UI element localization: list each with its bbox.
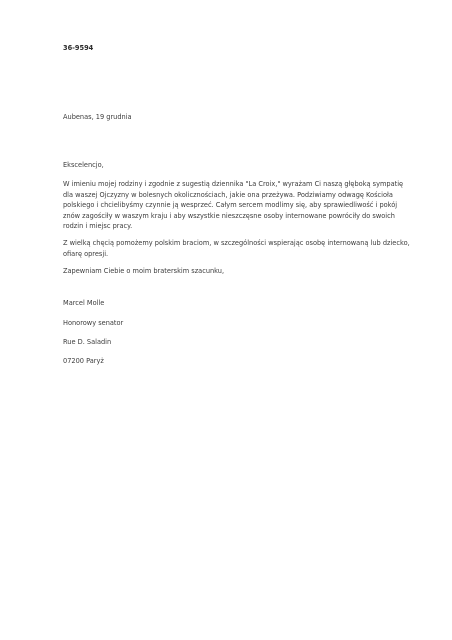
paragraph-help xyxy=(63,238,410,259)
closing-line: Zapewniam Ciebie o moim braterskim szacunku, xyxy=(63,267,225,275)
paragraph-line: rodzin i miejsc pracy. xyxy=(63,222,133,230)
signature-name: Marcel Molle xyxy=(63,299,105,307)
document-id: 36-9594 xyxy=(63,44,94,52)
paragraph-line: ofiarę opresji. xyxy=(63,249,109,258)
paragraph-line: polskiego i chcielibyśmy czynnie ją wesprzeć. Całym sercem modlimy się, aby sprawiedliwość i pokój xyxy=(63,201,398,209)
address-city: 07200 Paryż xyxy=(63,357,104,365)
paragraph-line: Z wielką chęcią pomożemy polskim braciom, w szczególności wspierając osobę internowaną lub dziecko, xyxy=(63,239,410,247)
paragraph-sympathy xyxy=(63,179,404,232)
salutation: Ekscelencjo, xyxy=(63,161,104,169)
address-street: Rue D. Saladin xyxy=(63,338,112,346)
signature-title: Honorowy senator xyxy=(63,319,124,327)
paragraph-line: W imieniu mojej rodziny i zgodnie z sugestią dziennika "La Croix," wyrażam Ci naszą głęboką sympatię xyxy=(63,180,404,188)
paragraph-line: znów zagościły w waszym kraju i aby wszystkie nieszczęsne osoby internowane powróciły do swoich xyxy=(63,211,395,220)
place-date: Aubenas, 19 grudnia xyxy=(63,113,132,121)
paragraph-line: dla waszej Ojczyzny w bolesnych okolicznościach, jakie ona przeżywa. Podziwiamy odwagę Kościoła xyxy=(63,190,393,199)
